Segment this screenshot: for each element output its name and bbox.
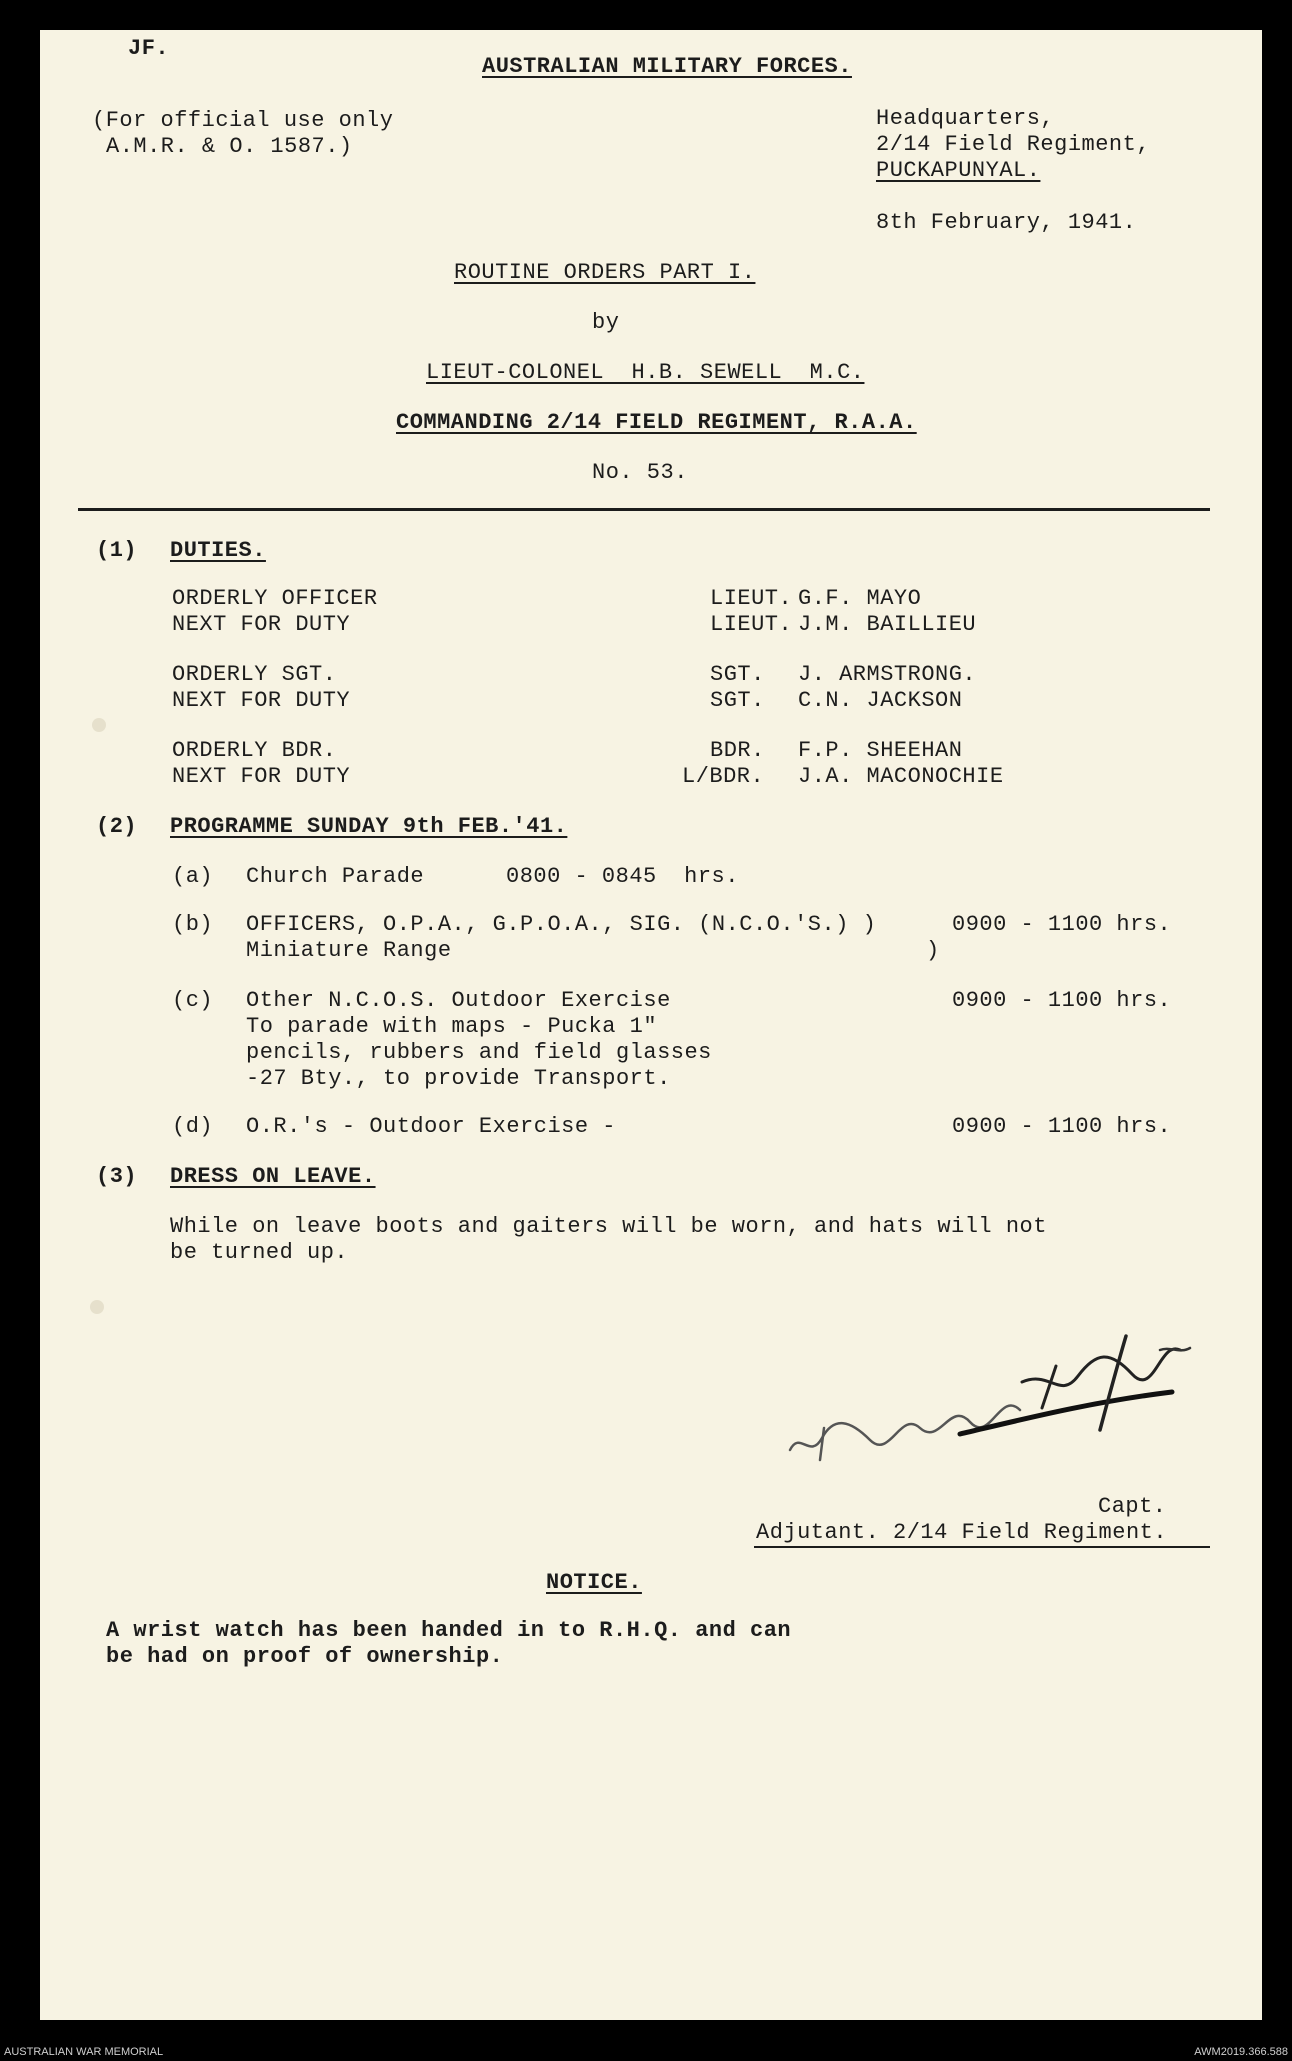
document-title: AUSTRALIAN MILITARY FORCES. [482, 54, 852, 79]
official-use-line2: A.M.R. & O. 1587.) [106, 134, 353, 159]
item-time: 0900 - 1100 hrs. [952, 912, 1172, 937]
dress-text: be turned up. [170, 1240, 349, 1265]
duty-role: ORDERLY OFFICER [172, 586, 378, 611]
hq-line2: 2/14 Field Regiment, [876, 132, 1151, 157]
document-date: 8th February, 1941. [876, 210, 1137, 235]
notice-text: be had on proof of ownership. [106, 1644, 504, 1669]
item-text: Church Parade [246, 864, 425, 889]
hq-line3: PUCKAPUNYAL. [876, 158, 1041, 183]
item-text: To parade with maps - Pucka 1" [246, 1014, 658, 1039]
section-title-duties: DUTIES. [170, 538, 266, 563]
item-time: 0900 - 1100 hrs. [952, 988, 1172, 1013]
signoff-rule [754, 1546, 1210, 1548]
duty-rank: LIEUT. [710, 612, 793, 637]
signoff-role: Adjutant. 2/14 Field Regiment. [756, 1520, 1168, 1545]
duty-rank: LIEUT. [710, 586, 793, 611]
item-time: 0800 - 0845 hrs. [506, 864, 739, 889]
order-number: No. 53. [592, 460, 688, 485]
heading-commander: LIEUT-COLONEL H.B. SEWELL M.C. [426, 360, 865, 385]
duty-name: J.M. BAILLIEU [798, 612, 977, 637]
heading-by: by [592, 310, 620, 335]
punch-hole [90, 1300, 104, 1314]
punch-hole [92, 718, 106, 732]
section-number: (2) [96, 814, 138, 839]
item-text: Other N.C.O.S. Outdoor Exercise [246, 988, 671, 1013]
hq-line1: Headquarters, [876, 106, 1055, 131]
heading-routine-orders: ROUTINE ORDERS PART I. [454, 260, 756, 285]
duty-name: G.F. MAYO [798, 586, 922, 611]
heading-command: COMMANDING 2/14 FIELD REGIMENT, R.A.A. [396, 410, 917, 435]
duty-name: J.A. MACONOCHIE [798, 764, 1004, 789]
duty-name: C.N. JACKSON [798, 688, 963, 713]
section-number: (1) [96, 538, 138, 563]
item-text: OFFICERS, O.P.A., G.P.O.A., SIG. (N.C.O.'S.) ) [246, 912, 877, 937]
section-title-dress: DRESS ON LEAVE. [170, 1164, 376, 1189]
notice-title: NOTICE. [546, 1570, 642, 1595]
horizontal-rule [78, 508, 1210, 511]
notice-text: A wrist watch has been handed in to R.H.Q. and can [106, 1618, 792, 1643]
section-number: (3) [96, 1164, 138, 1189]
duty-role: NEXT FOR DUTY [172, 764, 351, 789]
duty-role: ORDERLY BDR. [172, 738, 337, 763]
footer-accession: AWM2019.366.588 [1194, 2046, 1288, 2058]
item-label: (b) [172, 912, 214, 937]
section-title-programme: PROGRAMME SUNDAY 9th FEB.'41. [170, 814, 568, 839]
duty-role: NEXT FOR DUTY [172, 688, 351, 713]
item-label: (c) [172, 988, 214, 1013]
item-text: O.R.'s - Outdoor Exercise - [246, 1114, 616, 1139]
duty-rank: BDR. [710, 738, 765, 763]
duty-rank: SGT. [710, 688, 765, 713]
initials: JF. [128, 36, 170, 61]
handwritten-signature [760, 1310, 1220, 1490]
item-text: -27 Bty., to provide Transport. [246, 1066, 671, 1091]
duty-name: F.P. SHEEHAN [798, 738, 963, 763]
dress-text: While on leave boots and gaiters will be worn, and hats will not [170, 1214, 1047, 1239]
document-page [40, 30, 1262, 2020]
footer-credit: AUSTRALIAN WAR MEMORIAL [4, 2046, 164, 2058]
item-label: (a) [172, 864, 214, 889]
item-label: (d) [172, 1114, 214, 1139]
duty-rank: SGT. [710, 662, 765, 687]
duty-role: ORDERLY SGT. [172, 662, 337, 687]
duty-role: NEXT FOR DUTY [172, 612, 351, 637]
item-bracket: ) [926, 938, 940, 963]
item-time: 0900 - 1100 hrs. [952, 1114, 1172, 1139]
item-text: pencils, rubbers and field glasses [246, 1040, 712, 1065]
item-text: Miniature Range [246, 938, 452, 963]
official-use-line1: (For official use only [92, 108, 394, 133]
duty-name: J. ARMSTRONG. [798, 662, 977, 687]
duty-rank: L/BDR. [682, 764, 765, 789]
signoff-rank: Capt. [1098, 1494, 1167, 1519]
